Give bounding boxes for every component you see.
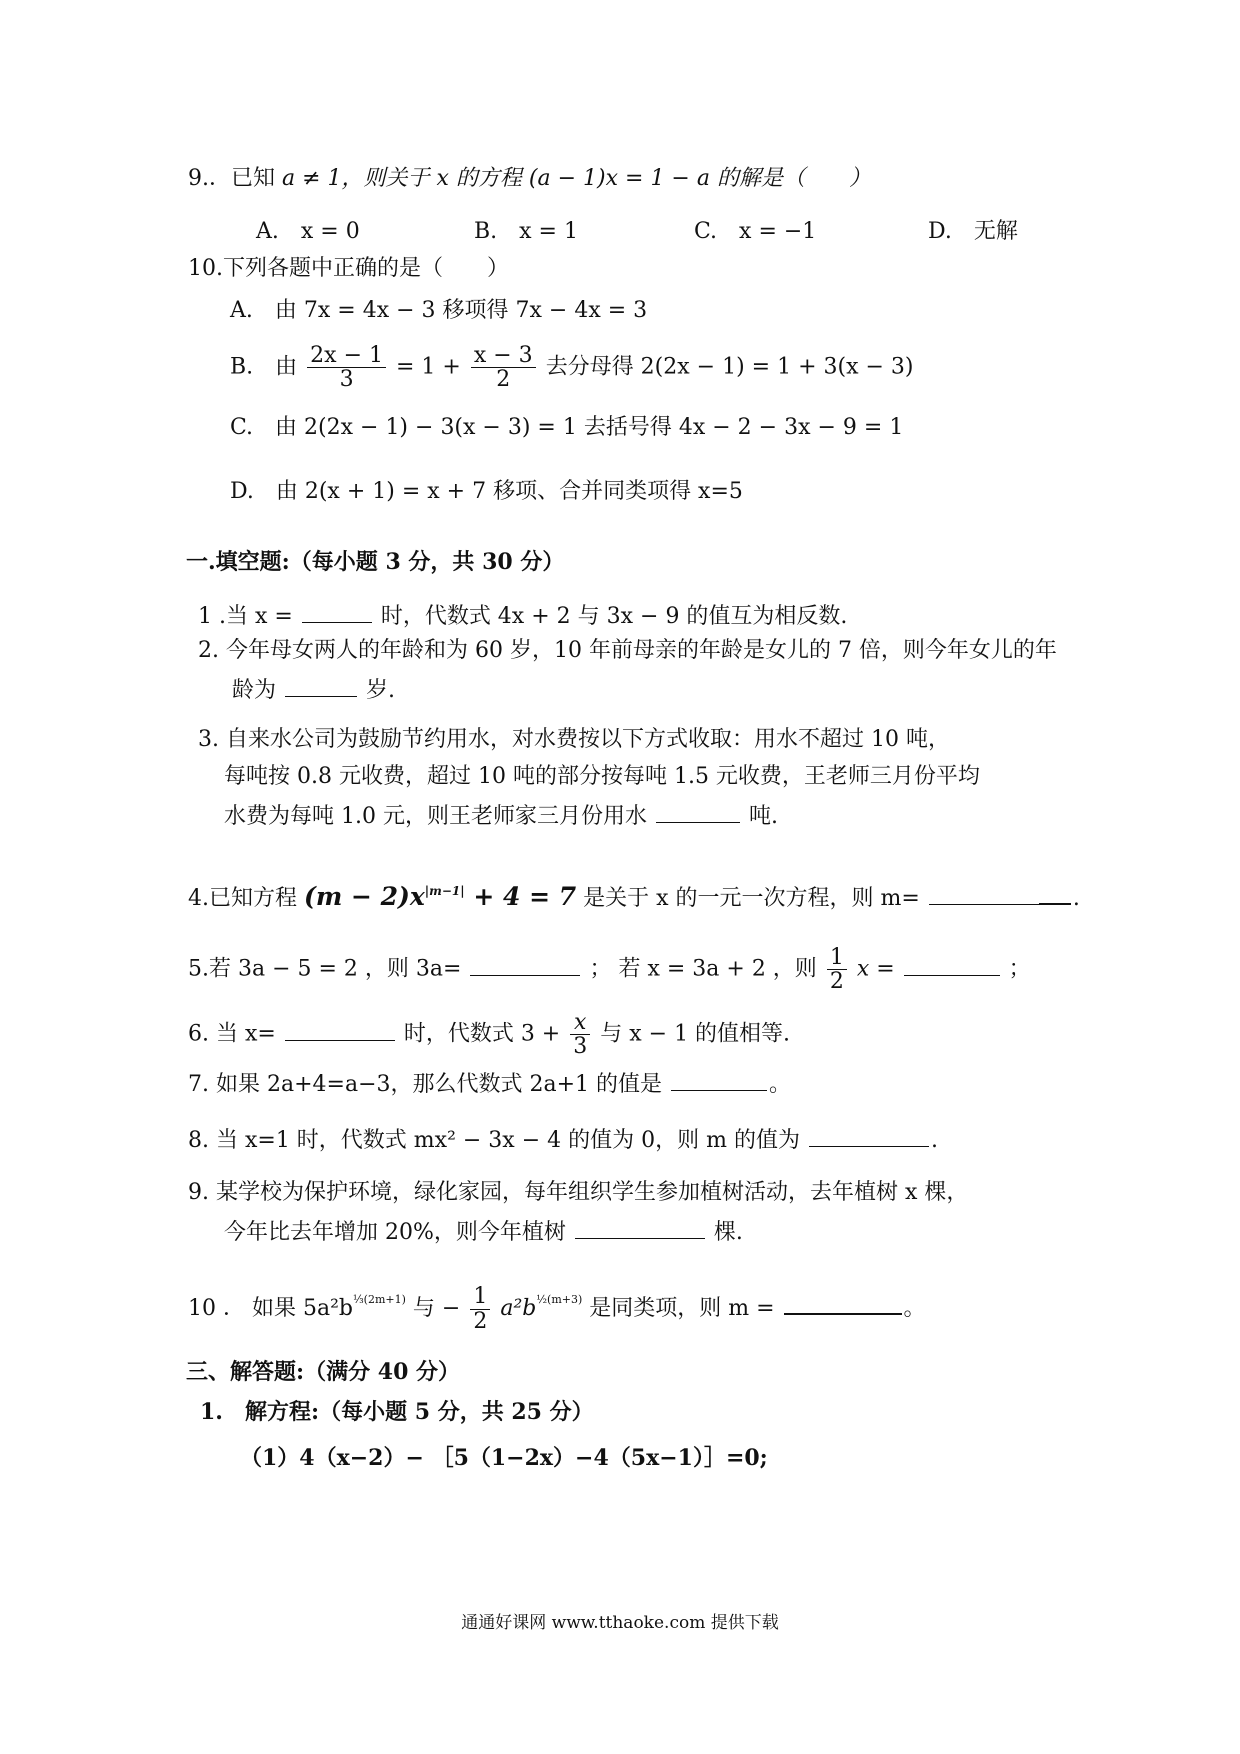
fill-question-5 [188, 946, 1031, 993]
q10-b-label: B. 由 [230, 354, 298, 380]
f7-end: 。 [769, 1072, 792, 1097]
q9-stem: a ≠ 1，则关于 x 的方程 (a − 1)x = 1 − a 的解是（ ） [282, 166, 871, 191]
fill-question-10 [188, 1285, 926, 1333]
f2-answer-blank[interactable] [285, 674, 357, 697]
f3-answer-blank[interactable] [656, 800, 740, 823]
f7-answer-blank[interactable] [671, 1068, 767, 1091]
fill-question-3-line-3 [224, 800, 778, 832]
f10-exponent-2: ½(m+3) [536, 1293, 583, 1306]
f4-exponent: |m−1| [424, 884, 465, 898]
fill-question-9-line-1: 9. 某学校为保护环境，绿化家园，每年组织学生参加植树活动，去年植树 x 棵， [188, 1180, 969, 1205]
section-fill-title: 一.填空题:（每小题 3 分，共 30 分） [186, 549, 565, 575]
f2-prefix: 龄为 [232, 678, 277, 703]
f5-answer-blank-2[interactable] [904, 953, 1000, 976]
fill-question-4 [188, 876, 1080, 914]
question-10-stem: 10.下列各题中正确的是（ ） [188, 256, 509, 281]
f7-prefix: 7. 如果 2a+4=a−3，那么代数式 2a+1 的值是 [188, 1072, 663, 1097]
f9-suffix: 棵. [713, 1220, 743, 1245]
f4-equation [304, 882, 576, 911]
q10-b-mid: = 1 + [396, 354, 461, 380]
f8-end: . [930, 1128, 938, 1153]
f5-x: x = [856, 956, 895, 982]
fraction-numerator: x [570, 1011, 590, 1035]
f4-prefix: 4.已知方程 [188, 886, 297, 911]
f8-answer-blank[interactable] [809, 1124, 929, 1147]
f1-suffix: 时，代数式 4x + 2 与 3x − 9 的值互为相反数. [380, 604, 848, 629]
fraction-numerator: 1 [827, 946, 847, 970]
f6-answer-blank[interactable] [285, 1018, 395, 1041]
f10-prefix: 10 ． 如果 5a²b [188, 1296, 353, 1321]
fill-question-6 [188, 1011, 790, 1058]
q9-option-c: C. x = −1 [694, 219, 817, 244]
fraction-denominator: 3 [339, 367, 354, 393]
f1-answer-blank[interactable] [302, 600, 372, 623]
fraction-denominator: 2 [496, 367, 511, 393]
f3-suffix: 吨. [748, 804, 778, 829]
fill-question-8 [188, 1124, 938, 1156]
fill-question-3-line-2: 每吨按 0.8 元收费，超过 10 吨的部分按每吨 1.5 元收费，王老师三月份平均 [224, 764, 980, 789]
f6-middle: 时，代数式 3 + [403, 1021, 561, 1047]
fill-question-2-line-2 [232, 674, 395, 706]
f4-end: . [1072, 886, 1080, 911]
f4-answer-blank[interactable] [929, 882, 1039, 905]
fraction-denominator: 2 [829, 969, 844, 995]
f6-suffix: 与 x − 1 的值相等. [600, 1021, 791, 1047]
q9-option-d: D. 无解 [928, 219, 1018, 244]
fill-question-9-line-2 [224, 1216, 743, 1248]
q9-option-a: A. x = 0 [256, 219, 360, 244]
f4-equation-rest: + 4 = 7 [473, 882, 577, 911]
f4-answer-blank-end [1039, 881, 1071, 905]
f1-prefix: 1 .当 x = [198, 604, 293, 629]
question-9-stem [188, 164, 871, 194]
q10-option-d: D. 由 2(x + 1) = x + 7 移项、合并同类项得 x=5 [230, 479, 743, 504]
q10-option-b [230, 344, 914, 391]
solve-subsection-1: 1. 解方程:（每小题 5 分，共 25 分） [200, 1399, 594, 1425]
fraction-denominator: 2 [473, 1308, 488, 1334]
fill-question-2-line-1: 2. 今年母女两人的年龄和为 60 岁，10 年前母亲的年龄是女儿的 7 倍，则今年女儿的年 [198, 638, 1057, 663]
question-9-options [256, 217, 1056, 247]
fill-question-1 [198, 600, 847, 632]
q10-option-c: C. 由 2(2x − 1) − 3(x − 3) = 1 去括号得 4x − 2 − 3x − 9 = 1 [230, 415, 904, 440]
f5-prefix: 5.若 3a − 5 = 2 ，则 3a= [188, 956, 462, 982]
f5-middle: ； 若 x = 3a + 2 ，则 [589, 956, 817, 982]
f10-suffix: 是同类项，则 m = [589, 1296, 775, 1321]
q10-option-a: A. 由 7x = 4x − 3 移项得 7x − 4x = 3 [230, 298, 648, 323]
f10-end: 。 [903, 1296, 926, 1321]
f6-fraction [570, 1011, 590, 1058]
f10-answer-blank[interactable] [784, 1291, 902, 1315]
q10-b-result: 去分母得 2(2x − 1) = 1 + 3(x − 3) [545, 354, 914, 380]
f10-fraction [470, 1285, 490, 1332]
f8-prefix: 8. 当 x=1 时，代数式 mx² − 3x − 4 的值为 0，则 m 的值为 [188, 1128, 800, 1153]
fraction-denominator: 3 [573, 1034, 588, 1060]
f5-fraction [827, 946, 847, 993]
fill-question-3-line-1: 3. 自来水公司为鼓励节约用水，对水费按以下方式收取：用水不超过 10 吨， [198, 727, 950, 752]
q10-b-fraction-2 [471, 344, 536, 391]
fraction-numerator: 1 [470, 1285, 490, 1309]
f9-prefix: 今年比去年增加 20%，则今年植树 [224, 1220, 566, 1245]
q9-option-b: B. x = 1 [474, 219, 578, 244]
f10-middle: 与 − [412, 1296, 461, 1321]
f9-answer-blank[interactable] [575, 1216, 705, 1239]
f10-exponent-1: ⅓(2m+1) [353, 1293, 406, 1306]
page-footer: 通通好课网 www.tthaoke.com 提供下载 [461, 1613, 779, 1633]
q9-prefix: 9.．已知 [188, 166, 275, 191]
f3-prefix: 水费为每吨 1.0 元，则王老师家三月份用水 [224, 804, 647, 829]
q10-b-fraction-1 [307, 344, 386, 391]
f5-answer-blank-1[interactable] [470, 953, 580, 976]
f10-term: a²b [500, 1296, 537, 1321]
fraction-numerator: 2x − 1 [307, 344, 386, 368]
f2-suffix: 岁. [366, 678, 396, 703]
f4-equation-base: (m − 2)x [304, 882, 425, 911]
f6-prefix: 6. 当 x= [188, 1021, 276, 1047]
solve-problem-1: （1）4（x−2）− ［5（1−2x）−4（5x−1）］=0; [240, 1445, 768, 1471]
section-solve-title: 三、解答题:（满分 40 分） [186, 1359, 461, 1385]
f5-end: ； [1008, 956, 1031, 982]
fraction-numerator: x − 3 [471, 344, 536, 368]
f4-suffix: 是关于 x 的一元一次方程，则 m= [583, 886, 920, 911]
fill-question-7 [188, 1068, 791, 1100]
